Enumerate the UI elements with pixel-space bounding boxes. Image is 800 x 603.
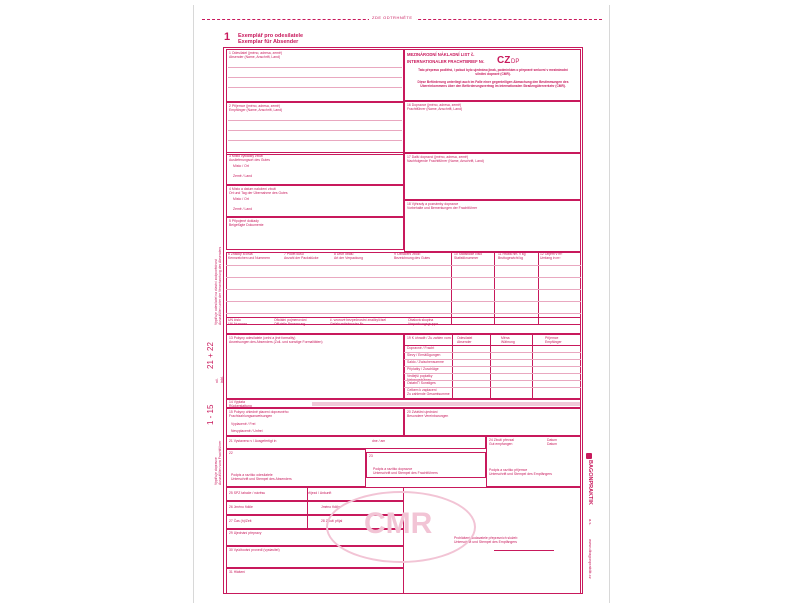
adr-label-number: č. vzorové bezpečnostní značky/čísel Gefahrzettelmuster Nr. — [330, 318, 386, 326]
field-23-signature-label: Podpis a razítko dopravce Unterschrift und Stempel des Frachtführers — [373, 467, 438, 475]
pay-row-other-charges: Vedlejší poplatky Nebengebühren — [407, 374, 433, 382]
field-3-delivery-place[interactable] — [226, 152, 404, 185]
col-7-packages: 7 Počet kusů Anzahl der Packstücke — [284, 252, 319, 260]
refund-shaded-band — [312, 402, 580, 406]
title-line-1: MEZINÁRODNÍ NÁKLADNÍ LIST č. — [407, 52, 475, 57]
field-27-label: 27 Čas (h)/Zeit — [229, 519, 252, 523]
field-24-date: Datum Datum — [547, 438, 557, 446]
field-25-arrival: příjezd / Ankunft — [307, 491, 332, 495]
guide-line — [228, 67, 402, 68]
field-25-label: 25 SPZ tahače / návěsu — [229, 491, 266, 495]
col-11-weight: 11 Hrubá hm. v kg Bruttogewicht kg — [498, 252, 526, 260]
pay-row-reductions: Slevy / Ermäßigungen — [407, 353, 441, 357]
row-line — [226, 313, 581, 314]
adr-packing-group: Obalová skupina Verpackungsgruppe — [408, 318, 439, 326]
pay-col-sender: Odesílatel Absender — [457, 336, 473, 344]
side-label-range: 1 - 15 — [206, 404, 215, 425]
field-26-driver-name: Jméno řidiče — [321, 505, 341, 509]
guide-line — [228, 140, 402, 141]
field-15-label: 15 Pokyny ohledně placení dopravného Frachtzahlungsanweisungen — [229, 410, 289, 418]
field-18-carrier-remarks[interactable] — [404, 200, 581, 252]
pay-row-line — [404, 373, 581, 374]
brand-name: BAGONPRAKTIK — [587, 460, 593, 505]
signature-line — [494, 550, 554, 551]
title-note-cz: Tato přeprava podléhá, i pokud bylo ujednáno jinak, podmínkám o přepravě smluvní v mezinárodní silniční dopravě (CMR). — [418, 68, 568, 76]
adr-official-name: Oficiální pojmenování Offizielle Benennung — [274, 318, 307, 326]
field-21-issued-in[interactable] — [226, 436, 486, 449]
brand-logo-icon — [586, 453, 592, 459]
copy-title-de: Exemplar für Absender — [238, 39, 299, 45]
field-31-report[interactable] — [226, 568, 404, 594]
field-13-label: 13 Pokyny odesílatele (celní a jiné formality) Anweisungen des Absenders (Zoll- und sonstige Formalitäten) — [229, 336, 323, 344]
field-1-label: 1 Odesílatel (jméno, adresa, země) Absender (Name, Anschrift, Land) — [229, 51, 282, 59]
guide-line — [228, 87, 402, 88]
field-13-sender-instructions[interactable] — [226, 334, 404, 399]
field-29-label: 29 Ujednání přepravy — [229, 531, 262, 535]
pay-col-consignee: Příjemce Empfänger — [545, 336, 562, 344]
field-20-special-agreements[interactable] — [404, 408, 581, 436]
field-24-signature-label: Podpis a razítko příjemce Unterschrift und Stempel des Empfängers — [489, 468, 552, 476]
row-line — [226, 277, 581, 278]
field-31-signature-label: Prohlášení dodavatele přepravních služeb Unterschrift und Stempel des Empfängers — [454, 536, 518, 544]
field-28-label: 28 Zboží přijal — [321, 519, 343, 523]
field-2-consignee[interactable] — [226, 102, 404, 155]
side-label-carrier-note: Vyplňuje dopravce Auszufüllen vom Frachtführer — [214, 440, 222, 485]
field-22-signature-label: Podpis a razítko odesílatele Unterschrift und Stempel des Absenders — [231, 473, 292, 481]
row-line — [226, 265, 581, 266]
field-4-country: Země / Land — [233, 207, 253, 211]
brand-suffix: a.s. — [588, 519, 593, 526]
row-line — [226, 301, 581, 302]
field-24-label: 24 Zboží převzal Gut empfangen — [489, 438, 515, 446]
field-5-documents[interactable] — [226, 217, 404, 250]
col-6-marks: 6 Značky a čísla Kennzeichen und Nummern — [228, 252, 271, 260]
side-label-extra: 21 + 22 — [206, 342, 215, 369]
field-26-label: 26 Jméno řidiče — [229, 505, 253, 509]
guide-line — [228, 130, 402, 131]
pay-row-balance: Saldo / Zwischensumme — [407, 360, 444, 364]
field-4-label: 4 Místo a datum naložení zboží Ort und Tag der Übernahme des Gutes — [229, 187, 288, 195]
field-15-payment-instructions[interactable] — [226, 408, 404, 436]
col-12-volume: 12 Objem v m³ Umfang in m³ — [540, 252, 563, 260]
pay-row-supplements: Příplatky / Zuschläge — [407, 367, 439, 371]
pay-row-line — [404, 366, 581, 367]
copy-number: 1 — [224, 31, 231, 43]
field-18-label: 18 Výhrady a poznámky dopravce Vorbehalte und Bemerkungen der Frachtführer — [407, 202, 478, 210]
field-5-label: 5 Připojené doklady Beigefügte Dokumente — [229, 219, 264, 227]
pay-row-line — [404, 380, 581, 381]
field-3-label: 3 Místo vykládky zboží Auslieferungsort des Gutes — [229, 154, 270, 162]
field-23-number: 23 — [369, 454, 373, 458]
title-box — [404, 49, 581, 101]
field-20-label: 20 Zvláštní ujednání Besondere Vereinbarungen — [407, 410, 449, 418]
title-note-de: Diese Beförderung unterliegt auch im Falle einer gegenteiligen Abmachung den Bestimmungen des Übereinkommens über den Beförderungsvertrag im internationalen Straßengüterverkehr (CMR). — [417, 80, 569, 88]
bottom-divider — [307, 487, 308, 529]
side-label-sender-note: Vyplňuje odesílatel na vlastní zodpovědnost Auszufüllen unter der Verantwortung des Absenders — [214, 246, 222, 325]
pay-row-line — [404, 345, 581, 346]
field-15-prepaid: Vyplaceně / Frei — [231, 422, 256, 426]
country-code: CZ — [497, 55, 511, 66]
field-17-label: 17 Další dopravci (jméno, adresa, země) Nachfolgende Frachtführer (Name, Anschrift, Land) — [407, 155, 484, 163]
field-2-label: 2 Příjemce (jméno, adresa, země) Empfänger (Name, Anschrift, Land) — [229, 104, 283, 112]
brand-website: www.dbagonpraktik.cz — [588, 539, 593, 579]
field-24-goods-received[interactable] — [486, 436, 581, 487]
field-23-carrier-signature[interactable] — [366, 452, 486, 478]
field-21-date: dne / am — [372, 439, 386, 443]
col-10-statistic: 10 Statistické číslo Statistiknummer — [454, 252, 483, 260]
pay-row-misc: Ostatní / Sonstiges — [407, 381, 436, 385]
field-22-sender-signature[interactable] — [226, 449, 366, 487]
field-30-label: 30 Vyúčtování provedl (vystavitel) — [229, 548, 280, 552]
pay-col-currency: Měna Währung — [501, 336, 515, 344]
pay-row-total: Celkem k zaplacení Zu zahlende Gesamtsumme — [407, 388, 450, 396]
pay-row-line — [404, 387, 581, 388]
field-17-subsequent-carriers[interactable] — [404, 153, 581, 200]
pay-row-freight: Dopravné / Fracht — [407, 346, 435, 350]
guide-line — [228, 120, 402, 121]
side-label-range-note: vč. inkl. — [214, 375, 224, 383]
field-1-sender[interactable] — [226, 49, 404, 102]
country-code-suffix: DP — [511, 59, 520, 65]
title-line-2: INTERNATIONALER FRACHTBRIEF Nr. — [407, 59, 485, 64]
adr-un-number: UN číslo UN-Nummer — [228, 318, 248, 326]
field-16-carrier[interactable] — [404, 101, 581, 153]
field-3-country: Země / Land — [233, 174, 253, 178]
col-9-goods: 9 Označení zboží Bezeichnung des Gutes — [394, 252, 431, 260]
guide-line — [228, 77, 402, 78]
field-21-label: 21 Vystaveno v / Ausgefertigt in — [229, 439, 277, 443]
col-8-packing: 8 Druh obalu Art der Verpackung — [334, 252, 364, 260]
field-15-unpaid: Nevyplaceně / Unfrei — [231, 429, 263, 433]
field-16-label: 16 Dopravce (jméno, adresa, země) Frachtführer (Name, Anschrift, Land) — [407, 103, 463, 111]
field-31-label: 31 Hlášení — [229, 570, 246, 574]
field-14-label: 14 Výplata Rückerstattung — [229, 400, 252, 408]
field-4-place: Místo / Ort — [233, 197, 249, 201]
tear-line-label: ZDE ODTRHNĚTE — [369, 16, 416, 20]
field-4-loading-place[interactable] — [226, 185, 404, 217]
field-19-label: 19 K úhradě / Zu zahlen vom: — [407, 336, 452, 340]
copy-title-cz: Exemplář pro odesílatele — [238, 33, 304, 39]
pay-row-line — [404, 359, 581, 360]
cmr-watermark-text: CMR — [364, 507, 433, 540]
pay-row-line — [404, 352, 581, 353]
row-line — [226, 289, 581, 290]
cmr-form-sheet — [193, 5, 610, 603]
field-22-number: 22 — [229, 451, 233, 455]
field-3-place: Místo / Ort — [233, 164, 249, 168]
